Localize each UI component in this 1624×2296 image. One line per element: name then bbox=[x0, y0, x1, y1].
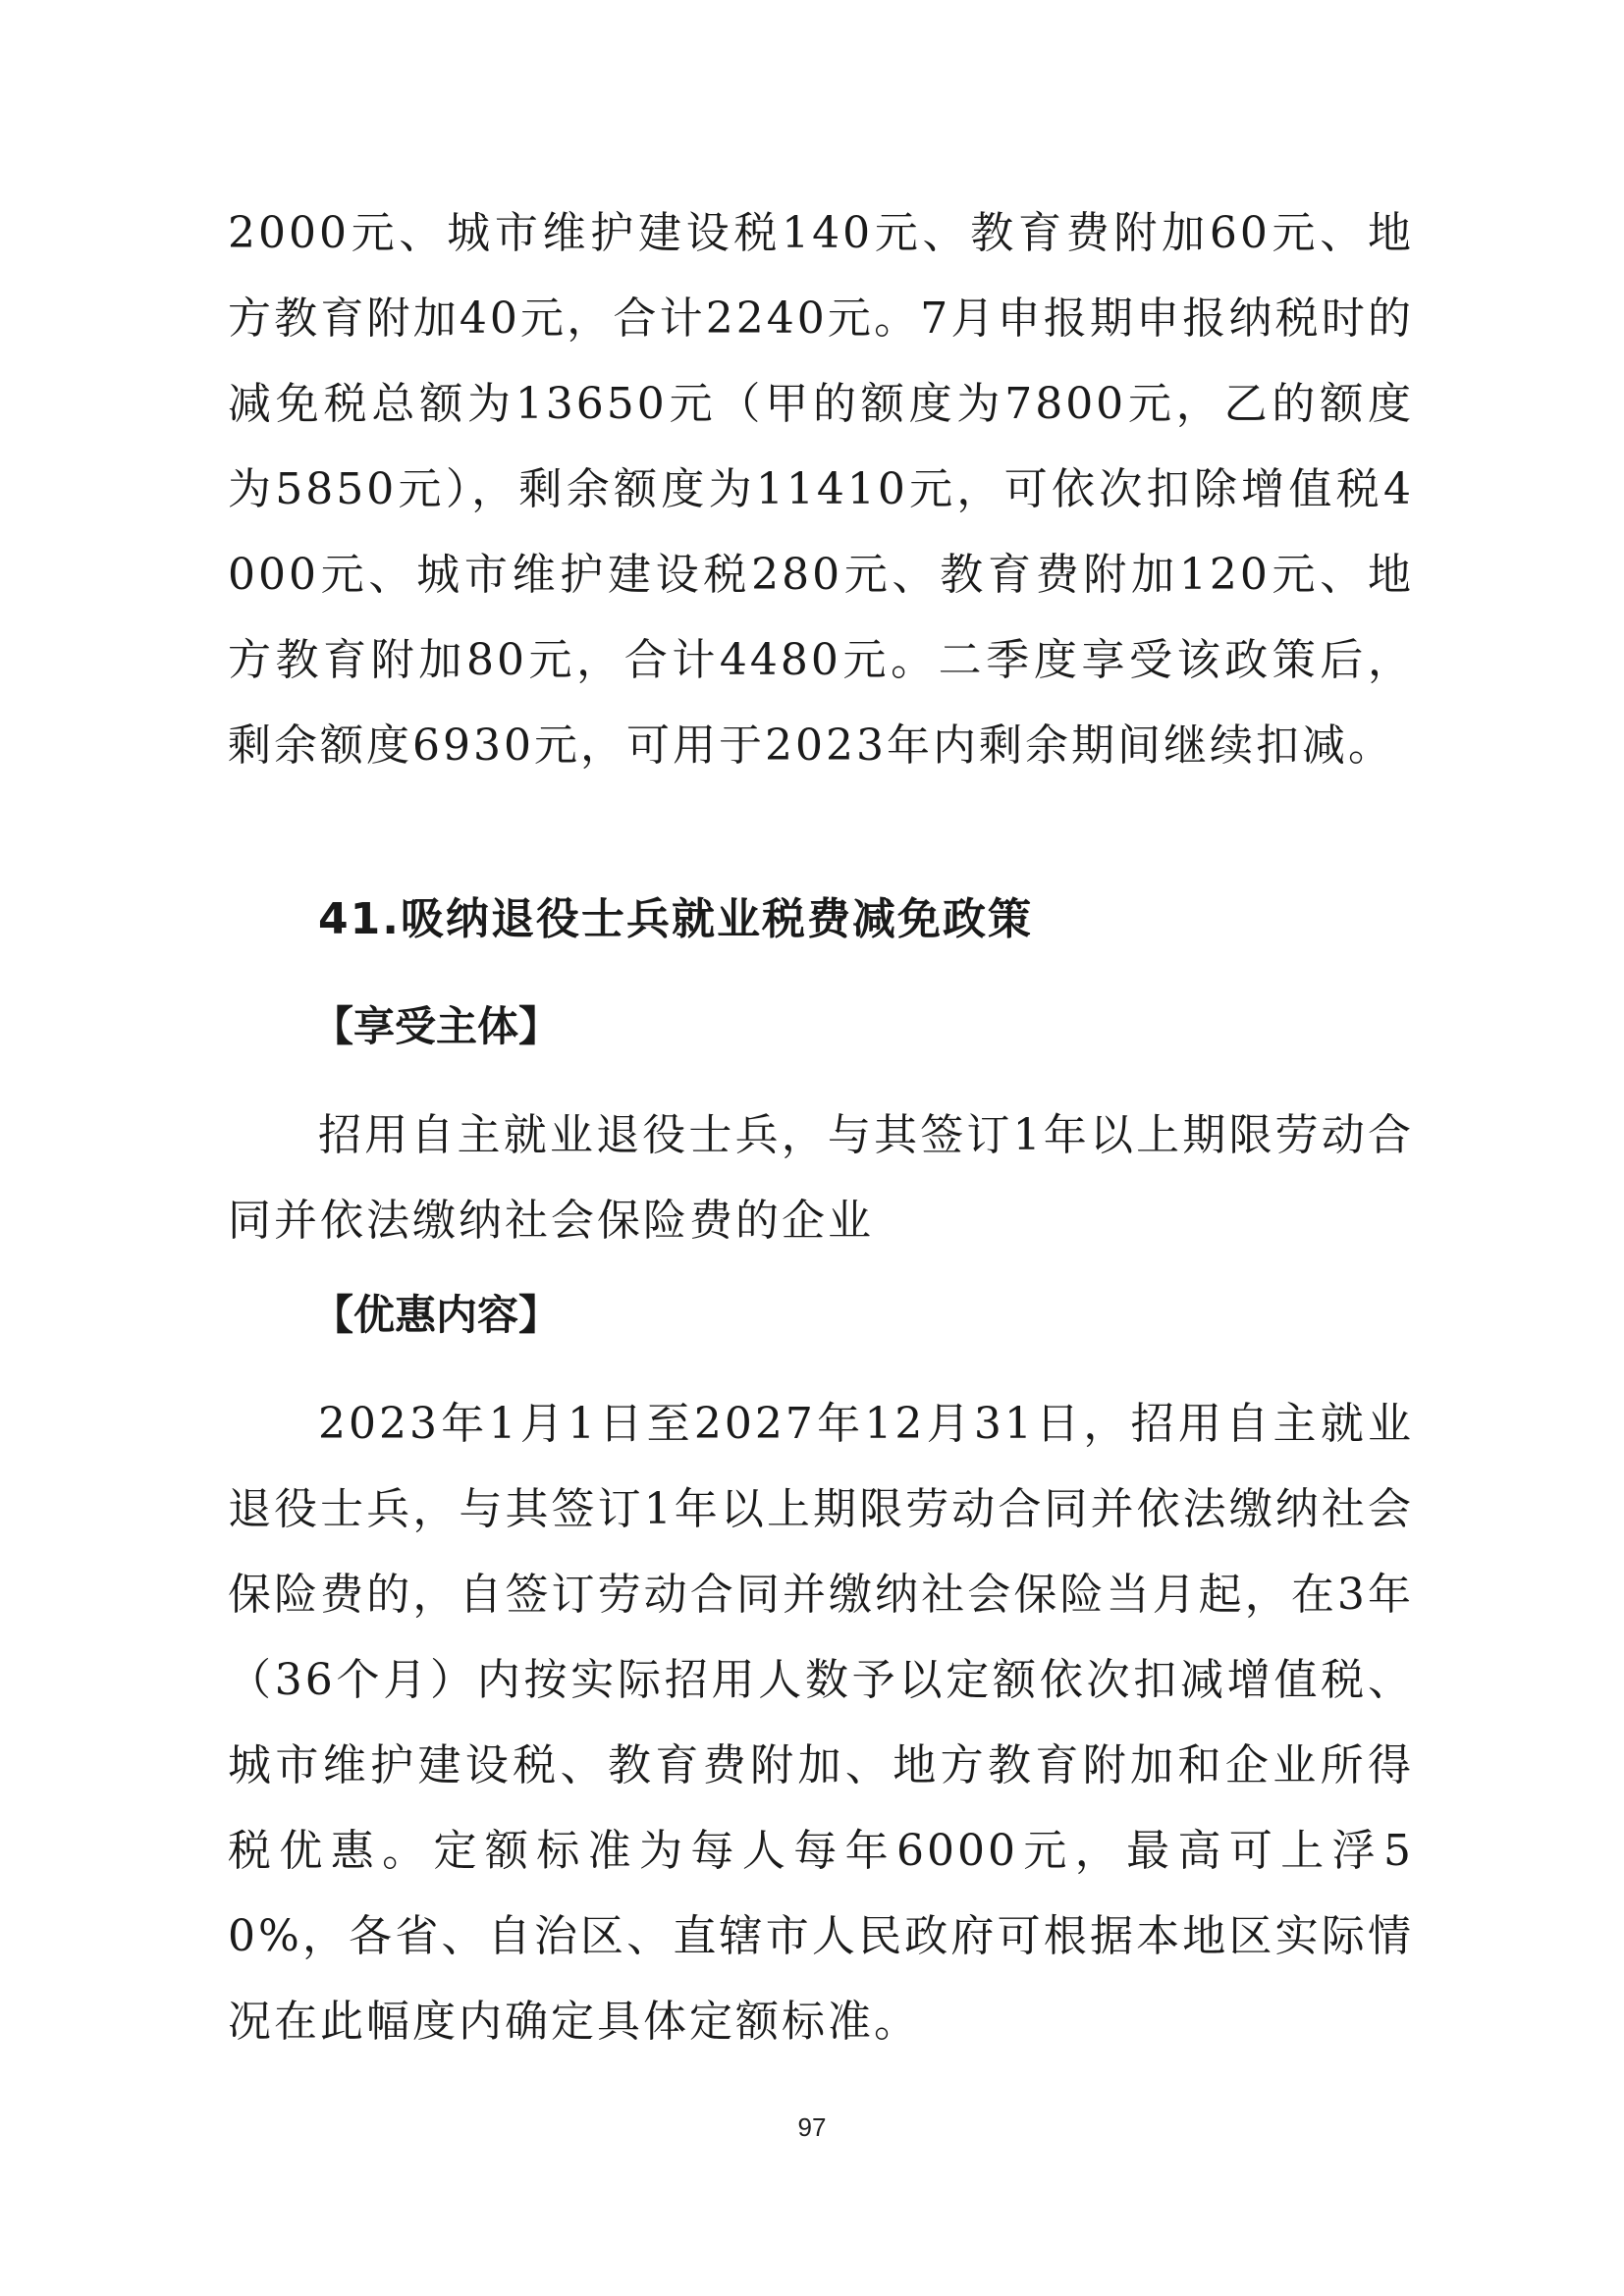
subject-text: 招用自主就业退役士兵，与其签订1年以上期限劳动合同并依法缴纳社会保险费的企业 bbox=[228, 1110, 1414, 1246]
benefit-label: 【优惠内容】 bbox=[312, 1291, 561, 1339]
intro-block bbox=[228, 190, 1414, 788]
intro-paragraph: 2000元、城市维护建设税140元、教育费附加60元、地方教育附加40元，合计2240元。7月申报期申报纳税时的减免税总额为13650元（甲的额度为7800元，乙的额度为5850元），剩余额度为11410元，可依次扣除增值税4000元、城市维护建设税280元、教育费附加120元、地方教育附加80元，合计4480元。二季度享受该政策后，剩余额度6930元，可用于2023年内剩余期间继续扣减。 bbox=[228, 208, 1414, 771]
page-number: 97 bbox=[797, 2112, 827, 2142]
section-title-block bbox=[318, 890, 1398, 949]
subject-label: 【享受主体】 bbox=[312, 1002, 561, 1050]
subject-label-block bbox=[312, 997, 901, 1056]
benefit-text: 2023年1月1日至2027年12月31日，招用自主就业退役士兵，与其签订1年以上期限劳动合同并依法缴纳社会保险费的，自签订劳动合同并缴纳社会保险当月起，在3年（36个月）内按实际招用人数予以定额依次扣减增值税、城市维护建设税、教育费附加、地方教育附加和企业所得税优惠。定额标准为每人每年6000元，最高可上浮50%，各省、自治区、直辖市人民政府可根据本地区实际情况在此幅度内确定具体定额标准。 bbox=[228, 1399, 1414, 2047]
subject-text-block bbox=[228, 1093, 1414, 1263]
section-title: 41.吸纳退役士兵就业税费减免政策 bbox=[318, 894, 1033, 944]
benefit-text-block bbox=[228, 1381, 1414, 2064]
benefit-label-block bbox=[312, 1286, 901, 1345]
